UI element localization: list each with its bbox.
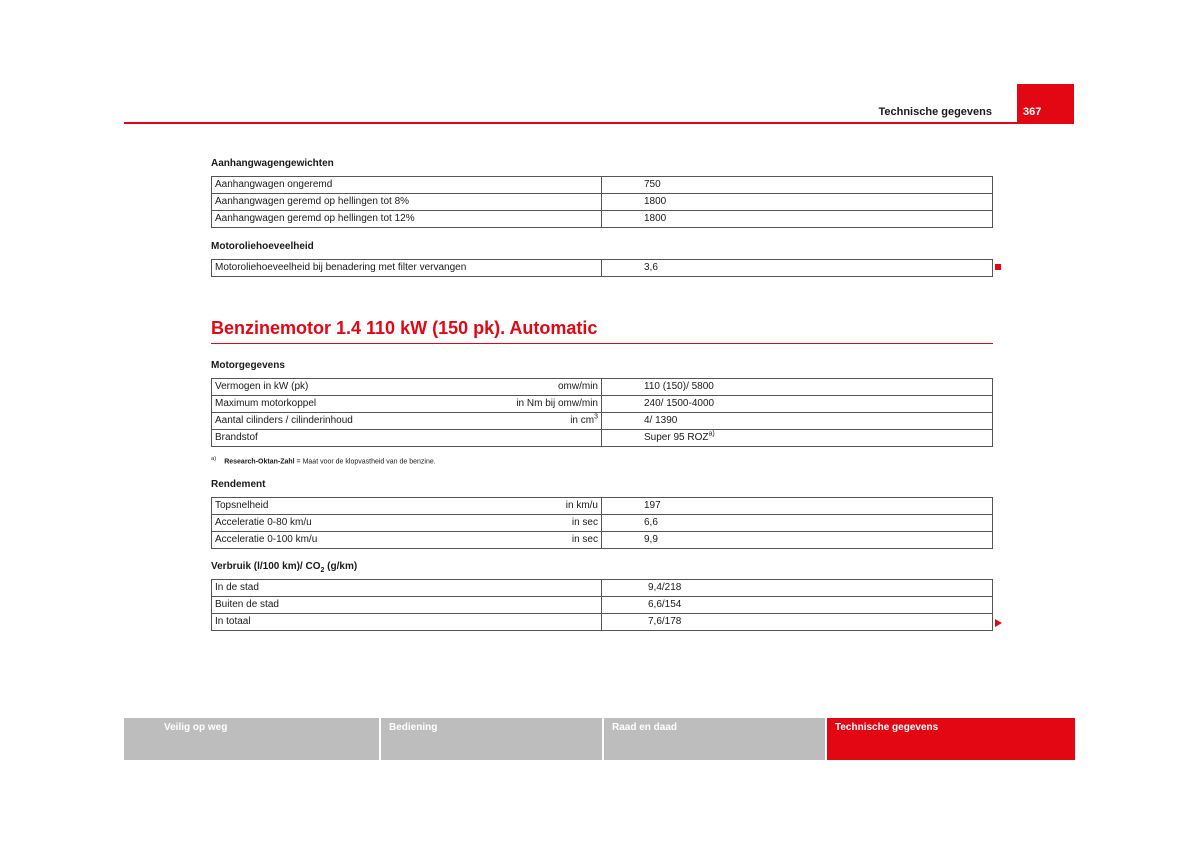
row-value: 6,6 (602, 515, 993, 532)
row-label: Aanhangwagen geremd op hellingen tot 12% (212, 211, 602, 228)
row-label: Aanhangwagen ongeremd (212, 177, 602, 194)
trailer-weights-table (211, 176, 993, 228)
row-value: 7,6/178 (602, 614, 993, 631)
nav-tab-veilig-op-weg[interactable]: Veilig op weg (124, 718, 379, 760)
row-value: 240/ 1500-4000 (602, 396, 993, 413)
row-label: Motoroliehoeveelheid bij benadering met filter vervangen (212, 260, 602, 277)
row-label: Topsnelheid (215, 500, 269, 511)
row-value: 9,4/218 (602, 580, 993, 597)
footnote-text: = Maat voor de klopvastheid van de benzine. (294, 458, 436, 466)
row-value: 6,6/154 (602, 597, 993, 614)
nav-tab-bediening[interactable]: Bediening (381, 718, 602, 760)
row-value: 750 (602, 177, 993, 194)
oil-table (211, 259, 993, 277)
table-row (212, 430, 993, 447)
continue-arrow-icon (995, 619, 1002, 627)
table-row (212, 532, 993, 549)
end-of-section-marker (995, 264, 1001, 270)
row-label: In totaal (212, 614, 602, 631)
table-row (212, 260, 993, 277)
row-label: Acceleratie 0-80 km/u (215, 517, 312, 528)
unit-superscript: 3 (594, 413, 598, 421)
consumption-heading-text: Verbruik (l/100 km)/ CO (211, 561, 321, 572)
consumption-heading-unit: (g/km) (324, 561, 358, 572)
section-title-rule (211, 343, 993, 344)
trailer-weights-heading: Aanhangwagengewichten (211, 158, 334, 169)
table-row (212, 580, 993, 597)
table-row (212, 396, 993, 413)
footnote-marker: a) (211, 456, 217, 462)
row-unit: in Nm bij omw/min (516, 398, 598, 409)
table-row (212, 614, 993, 631)
nav-tab-raad-en-daad[interactable]: Raad en daad (604, 718, 825, 760)
page-number: 367 (1017, 84, 1074, 124)
header-rule (124, 122, 1074, 124)
row-unit: in cm (570, 415, 595, 426)
footnote-reference: a) (708, 430, 715, 438)
row-unit: omw/min (557, 381, 598, 392)
table-row (212, 177, 993, 194)
row-label: Maximum motorkoppel (215, 398, 317, 409)
performance-heading: Rendement (211, 479, 266, 490)
row-unit: in km/u (565, 500, 598, 511)
row-label: Acceleratie 0-100 km/u (215, 534, 318, 545)
row-value: 1800 (602, 211, 993, 228)
footnote (211, 456, 436, 465)
nav-tab-technische-gegevens[interactable]: Technische gegevens (827, 718, 1075, 760)
section-title: Benzinemotor 1.4 110 kW (150 pk). Automatic (211, 318, 598, 338)
row-value: 9,9 (602, 532, 993, 549)
oil-heading: Motoroliehoeveelheid (211, 241, 314, 252)
row-value: 4/ 1390 (602, 413, 993, 430)
row-label: In de stad (212, 580, 602, 597)
row-value: 1800 (602, 194, 993, 211)
row-unit: in sec (571, 534, 598, 545)
row-value: 110 (150)/ 5800 (602, 379, 993, 396)
footnote-term: Research-Oktan-Zahl (224, 458, 295, 466)
table-row (212, 413, 993, 430)
consumption-heading (211, 561, 357, 574)
table-row (212, 515, 993, 532)
engine-heading: Motorgegevens (211, 360, 285, 371)
engine-table (211, 378, 993, 447)
row-value: 197 (602, 498, 993, 515)
table-row (212, 498, 993, 515)
row-label: Vermogen in kW (pk) (215, 381, 309, 392)
row-label: Aantal cilinders / cilinderinhoud (215, 415, 353, 426)
row-unit: in sec (571, 517, 598, 528)
table-row (212, 379, 993, 396)
row-label: Aanhangwagen geremd op hellingen tot 8% (212, 194, 602, 211)
table-row (212, 194, 993, 211)
section-header-title: Technische gegevens (878, 106, 992, 118)
row-label: Brandstof (215, 432, 258, 443)
table-row (212, 597, 993, 614)
performance-table (211, 497, 993, 549)
row-value: 3,6 (602, 260, 993, 277)
table-row (212, 211, 993, 228)
co2-subscript: 2 (320, 567, 325, 574)
row-label: Buiten de stad (212, 597, 602, 614)
row-value: Super 95 ROZ (644, 432, 709, 443)
consumption-table (211, 579, 993, 631)
